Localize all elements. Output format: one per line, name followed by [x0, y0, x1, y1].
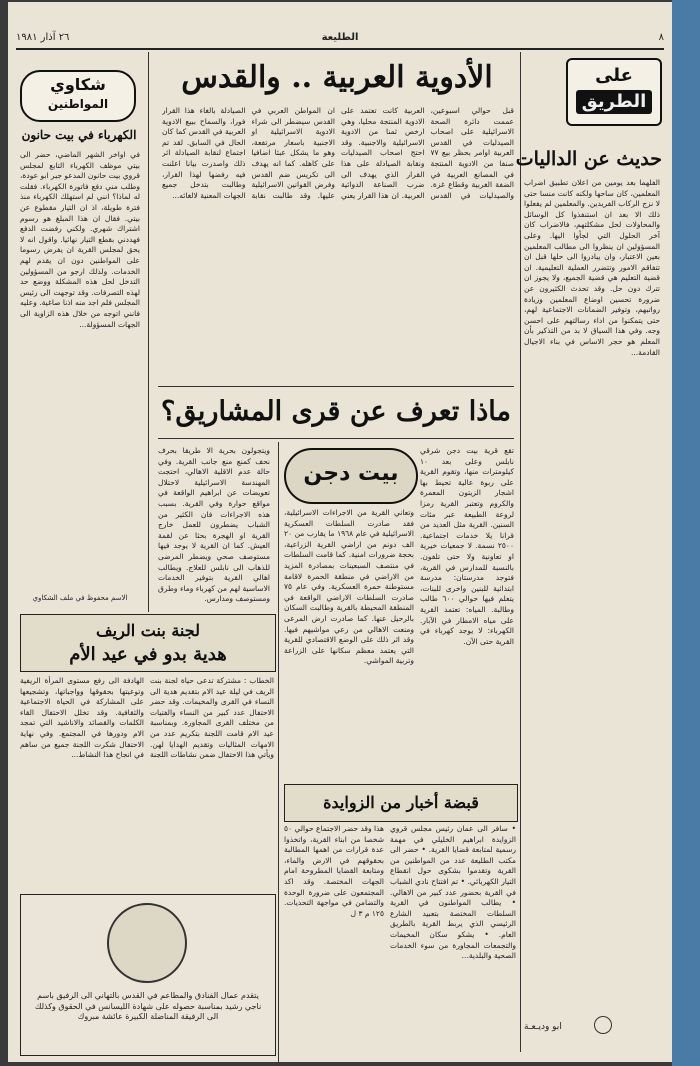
paper-name: الطليعة — [321, 32, 359, 43]
mosaics-text: • سافر الى عمان رئيس مجلس قروي الزوايدة ابراهيم الخليلي في مهمة رسمية لمتابعة قضايا القرية. • حضر الى مكتب الطليعة عدد من المواطنين من القرية وتقدموا بشكوى حول انقطاع التيار الكهربائي. • تم افتتاح نادي الشباب في القرية بحضور عدد كبير من الاهالي. • يطالب المواطنون في القرية السلطات المختصة بتعبيد الشارع الرئيسي الذي يربط القرية بالطريق العام. • يشكو سكان المخيمات والتجمعات المجاورة من سوء الخدمات الصحية والبلدية... — [390, 824, 516, 961]
mosaics-body — [390, 824, 516, 1052]
right-column-text: الفلهما بعد يومين من اعلان تطبيق اضراب المعلمين، كان ساحها ولكنه كانت منسا حتى لا نزج الركاب الفريدين. والمعلمين لم يفعلوا ذلك الا بعد ان استنفذوا كل الوسائل والمحاولات لحل مشكلتهم، فالاضراب كان آخر الحلول التي لجأوا اليها. وعلى المسؤولين ان ينظروا الى مطالب المعلمين بعين الاعتبار، وان يبادروا الى حلها قبل ان تتفاقم الامور وتتضرر العملية التعليمية. ان قضية التعليم هي قضية الجميع، ولا يجوز ان تترك دون حل. وقد تحدث الكثيرون عن ضرورة تحسين اوضاع المعلمين وزيادة رواتبهم، وتوفير الضمانات الاجتماعية لهم، حتى يتمكنوا من اداء رسالتهم على احسن وجه. وفي هذا السياق لا بد من التذكير بأن المعلم هو حجر الاساس في بناء الاجيال القادمة... — [524, 178, 660, 357]
mosaics-side-text: هذا وقد حضر الاجتماع حوالي ٥٠ شخصا من ابناء القرية، واتخذوا عدة قرارات من اهمها المطالبة بحقوقهم في الارض والماء، ومتابعة القضايا المطروحة امام الجهات المختصة. وقد اكد المجتمعون على ضرورة الوحدة والتضامن في مواجهة التحديات. ١٢٥ م ٣ ل — [284, 824, 384, 918]
binder-spine — [672, 0, 700, 1066]
village-badge-text: بيت دجن — [303, 461, 399, 486]
logo-line-1: على — [595, 65, 633, 86]
union-seal-icon — [107, 903, 187, 983]
projects-col-b-text: وتعاني القرية من الاجراءات الاسرائيلية، فقد صادرت السلطات العسكرية الاسرائيلية في عام ١٩٦٨ ما يقارب من ٢٠ الف دونم من اراضي القرية الزراعية، بحجة ضرورات امنية. كما قامت السلطات في منتصف السبعينات بمصادرة المزيد من الاراضي في منطقة الحمرة لاقامة مستوطنة حمرة العسكرية. وفي عام ٧٥ صادرت السلطات الاراضي الواقعة في المنطقة المحيطة بالقرية وطالبت السكان بالرحيل عنها. كما صادرت ارض المرعى ومنعت الاهالي من رعي مواشيهم فيها. وقد اثر ذلك على الوضع الاقتصادي للقرية التي يعتمد معظم سكانها على الزراعة وتربية المواشي. — [284, 508, 414, 666]
column-divider-mid — [278, 442, 279, 1062]
women-text: الخطاب : مشتركة تدعى حياة لجنة بنت الريف في ليلة عيد الام بتقديم هدية الى النساء في القرى والمخيمات. وقد حضر الاحتفال عدد كبير من النساء والفتيات من مختلف القرى المجاورة. وبمناسبة عيد الام قامت اللجنة بتكريم عدد من الامهات المثاليات وتقديم الهدايا لهن. ويأتي هذا الاحتفال ضمن نشاطات اللجنة الهادفة الى رفع مستوى المرأة الريفية وتوعيتها بحقوقها وواجباتها، وتشجيعها على المشاركة في الحياة الاجتماعية والثقافية. وقد تخلل الاحتفال القاء الكلمات والقصائد والاناشيد التي تمجد الام ودورها في المجتمع. وفي نهاية الاحتفال شكرت اللجنة جميع من ساهم في انجاح هذا النشاط... — [20, 676, 274, 760]
congrats-ad-text: يتقدم عمال الفنادق والمطاعم في القدس بالتهاني الى الرفيق باسم ناجي رشيد بمناسبة حصوله على شهادة الليسانس في الحقوق وكذلك الى الرفيقة المناضلة الكبيرة عائشة مبروك — [34, 991, 262, 1022]
mosaics-side-body — [284, 824, 384, 1052]
complaints-text: في اواخر الشهر الماضي، حضر الى بيتي موظف الكهرباء التابع لمجلس قروي بيت حانون المدعو جبر ابو عودة، وطلب مني دفع فاتورة الكهرباء. فقلت له لماذا؟ انني لم استهلك الكهرباء منذ فترة طويلة، اذ ان التيار مقطوع عن بيتي. فقال ان هذا المبلغ هو رسوم اشتراك شهري. ولكني رفضت الدفع فهددني بقطع التيار نهائيا. واقول انه لا يحق لمجلس القرية ان يفرض رسوما على المواطنين دون ان يقدم لهم الخدمات. ولذلك ارجو من المسؤولين التدخل لحل هذه المشكلة ووضع حد لهذه التصرفات. وقد توجهت الى رئيس المجلس فلم اجد منه اذنا صاغية. وعليه فانني اتوجه من خلال هذه الزاوية الى الجهات المسؤولة... — [20, 150, 140, 329]
right-column-signature: ابو وديـعـة — [524, 1022, 562, 1032]
main-article-text: قبل حوالي اسبوعين، عممت دائرة الصحة الاسرائيلية على اصحاب الصيدليات في القدس العربية اوامر بحظر بيع ٧٧ صنفا من الادوية المنتجة في المصانع العربية في الضفة الغربية وقطاع غزة. والصيدليات في القدس العربية كانت تعتمد على الادوية المنتجة محليا، وهي ارخص ثمنا من الادوية الاسرائيلية والاجنبية. وقد احتج اصحاب الصيدليات ونقابة الصيادلة على هذا القرار الذي يهدف الى ضرب الصناعة الدوائية العربية. ان هذا القرار يعني ان المواطن العربي في القدس سيضطر الى شراء الادوية الاسرائيلية او الاجنبية باسعار مرتفعة، وهو ما يشكل عبئا اضافيا على كاهله. كما انه يهدف الى تكريس ضم القدس وفرض القوانين الاسرائيلية عليها. وقد طالبت نقابة الصيادلة بالغاء هذا القرار فورا، والسماح ببيع الادوية العربية في القدس كما كان الحال في السابق. لقد تم اجتماع لنقابة الصيادلة اثر ذلك واصدرت بيانا اعلنت فيه رفضها لهذا القرار، وطالبت بتدخل جميع الجهات المعنية لالغائه... — [162, 106, 514, 200]
column-divider-right — [520, 52, 521, 1052]
page-number: ٨ — [658, 32, 664, 43]
projects-title: ماذا تعرف عن قرى المشاريق؟ — [161, 396, 511, 427]
road-logo — [566, 58, 662, 126]
header-rule — [16, 48, 664, 50]
right-column-body — [524, 178, 660, 1018]
decorative-rosette-icon — [594, 1016, 612, 1034]
complaints-badge-line-2: المواطنين — [47, 97, 109, 111]
mosaics-title: قبضة أخبار من الزوايدة — [323, 793, 479, 812]
logo-line-2: الطريق — [576, 90, 652, 114]
projects-col-c — [158, 446, 270, 606]
village-badge — [284, 448, 418, 504]
mosaics-title-box — [284, 784, 518, 822]
projects-top-rule — [158, 386, 514, 387]
women-title-line-1: لجنة بنت الريف — [96, 621, 200, 640]
complaints-subtitle: الكهرباء في بيت حانون — [21, 128, 137, 142]
issue-date: ٢٦ آذار ١٩٨١ — [16, 32, 70, 43]
complaints-badge — [20, 70, 136, 122]
women-title-line-2: هدية بدو في عيد الأم — [69, 644, 227, 665]
complaints-badge-line-1: شكاوي — [50, 75, 106, 94]
congrats-ad-box — [20, 894, 276, 1056]
projects-col-a — [420, 446, 514, 780]
complaints-body — [20, 150, 140, 590]
right-column-title: حديث عن الداليات — [515, 148, 662, 170]
main-article-body — [162, 106, 514, 386]
complaints-signature: الاسم محفوظ في ملف الشكاوي — [32, 594, 128, 602]
projects-col-a-text: تقع قرية بيت دجن شرقي نابلس وعلى بعد ١٠ كيلومترات منها، وتقوم القرية على ربوة عالية تحيط بها اشجار الزيتون المعمرة والكروم وتعتبر القرية رمزا لروعة الطبيعة عبر مئات السنين. القرية مثل العديد من قرانا يلا خدمات اجتماعية. ٢٥٠٠ نسمة. لا جمعيات خيرية او تعاونية ولا حتى تلفون. بالنسبة للمدارس في القرية، فتوجد مدرستان: مدرسة ابتدائية للبنين واخرى للبنات، يتعلم فيها حوالي ٦٠٠ طالب وطالبة. المياه: تعتمد القرية على مياه الامطار في الآبار. الكهرباء: لا يوجد كهرباء في القرية حتى الآن. — [420, 446, 514, 646]
column-divider-left — [148, 52, 149, 612]
women-title-box — [20, 614, 276, 672]
page-header — [16, 32, 664, 46]
projects-col-b — [284, 508, 414, 780]
projects-col-c-text: ويتجولون بحرية الا طريقا بحرف نحف كمنع منع جانب القرية. وفي حالة عدم الاقلية الاهالي، احتجت المهندسة الاسرائيلية لاحتلال تعويضات عن ابراهيم الواقعة في مواقع حوارة وفي القرية. بسبب هذه الاجراءات فان الكثير من الشباب يضطرون للعمل خارج القرية او الهجرة بحثا عن لقمة العيش. كما ان القرية لا يوجد فيها مستوصف صحي ويضطر المرضى للذهاب الى نابلس للعلاج. ويطالب اهالي القرية بتوفير الخدمات الاساسية لهم من كهرباء وماء وطرق ومستوصف ومدارس. — [158, 446, 270, 604]
women-body — [20, 676, 274, 886]
projects-bottom-rule — [158, 438, 514, 439]
newspaper-page — [8, 2, 672, 1062]
main-article-title: الأدوية العربية .. والقدس — [181, 60, 493, 95]
